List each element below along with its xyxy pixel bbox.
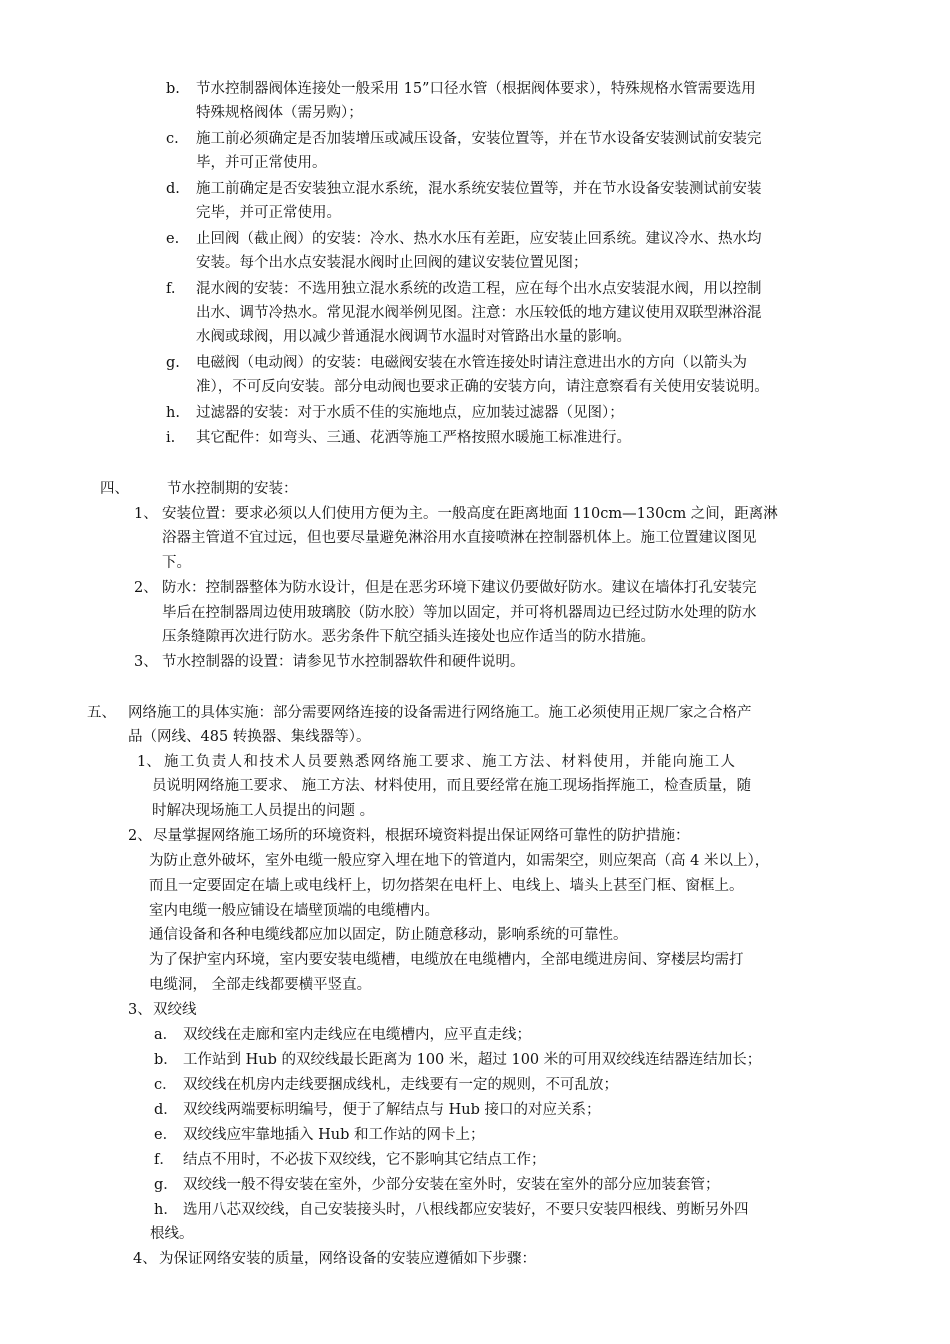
list-item-line: 其它配件：如弯头、三通、花洒等施工严格按照水暖施工标准进行。 [196, 430, 631, 446]
list-marker: g. [166, 355, 180, 371]
list-item-line: 浴器主管道不宜过远，但也要尽量避免淋浴用水直接喷淋在控制器机体上。施工位置建议图见 [162, 530, 757, 546]
list-marker: b. [166, 81, 180, 97]
list-item-line: 双绞线在走廊和室内走线应在电缆槽内，应平直走线； [183, 1027, 531, 1043]
list-item-line: 节水控制器的设置：请参见节水控制器软件和硬件说明。 [162, 654, 525, 670]
list-item-line: 双绞线应牢靠地插入 Hub 和工作站的网卡上； [183, 1127, 485, 1143]
list-item-line: 选用八芯双绞线，自己安装接头时，八根线都应安装好，不要只安装四根线、剪断另外四 [183, 1202, 749, 1218]
list-item-line: 双绞线一般不得安装在室外，少部分安装在室外时，安装在室外的部分应加装套管； [183, 1177, 720, 1193]
list-item-line: 混水阀的安装：不选用独立混水系统的改造工程，应在每个出水点安装混水阀，用以控制 [196, 281, 762, 297]
list-item-line: 出水、调节冷热水。常见混水阀举例见图。注意：水压较低的地方建议使用双联型淋浴混 [196, 305, 762, 321]
list-marker: 2、 [134, 580, 158, 596]
list-item-line: 安装。每个出水点安装混水阀时止回阀的建议安装位置见图； [196, 255, 588, 271]
section-number: 四、 [100, 481, 129, 497]
list-item-line: 防水：控制器整体为防水设计，但是在恶劣环境下建议仍要做好防水。建议在墙体打孔安装完 [162, 580, 757, 596]
list-item-line: 完毕，并可正常使用。 [196, 205, 341, 221]
list-marker: e． [154, 1127, 178, 1143]
section-title: 节水控制期的安装： [167, 481, 298, 497]
body-line: 为了保护室内环境，室内要安装电缆槽，电缆放在电缆槽内，全部电缆进房间、穿楼层均需打 [149, 952, 744, 968]
list-marker: g． [154, 1177, 178, 1193]
list-item-line: 节水控制器阀体连接处一般采用 15”口径水管（根据阀体要求），特殊规格水管需要选用 [196, 81, 756, 97]
list-marker: c． [154, 1077, 177, 1093]
list-item-line: 双绞线两端要标明编号，便于了解结点与 Hub 接口的对应关系； [183, 1102, 601, 1118]
list-item-line: 过滤器的安装：对于水质不佳的实施地点，应加装过滤器（见图）； [196, 405, 624, 421]
list-item-line: 结点不用时，不必拔下双绞线，它不影响其它结点工作； [183, 1152, 546, 1168]
body-line: 室内电缆一般应铺设在墙壁顶端的电缆槽内。 [149, 903, 439, 919]
list-item-line: 止回阀（截止阀）的安装：冷水、热水水压有差距，应安装止回系统。建议冷水、热水均 [196, 231, 762, 247]
list-item-line: 尽量掌握网络施工场所的环境资料，根据环境资料提出保证网络可靠性的防护措施： [153, 828, 690, 844]
list-item-line: 压条缝隙再次进行防水。恶劣条件下航空插头连接处也应作适当的防水措施。 [162, 629, 655, 645]
list-marker: h． [154, 1202, 178, 1218]
body-line: 通信设备和各种电缆线都应加以固定，防止随意移动，影响系统的可靠性。 [149, 927, 628, 943]
list-marker: f． [154, 1152, 174, 1168]
list-marker: 2、 [128, 828, 152, 844]
list-item-line: 施工前确定是否安装独立混水系统，混水系统安装位置等，并在节水设备安装测试前安装 [196, 181, 762, 197]
list-item-line: 为保证网络安装的质量，网络设备的安装应遵循如下步骤： [159, 1251, 536, 1267]
list-item-line: 时解决现场施工人员提出的问题 。 [152, 803, 375, 819]
section-intro-line: 网络施工的具体实施：部分需要网络连接的设备需进行网络施工。施工必须使用正规厂家之合格产 [128, 705, 752, 721]
list-marker: 3、 [128, 1002, 152, 1018]
list-marker: c. [166, 131, 179, 147]
list-item-line: 施工前必须确定是否加装增压或减压设备，安装位置等，并在节水设备安装测试前安装完 [196, 131, 762, 147]
section-intro-line: 品（网线、485 转换器、集线器等）。 [128, 729, 371, 745]
list-item-line: 电磁阀（电动阀）的安装：电磁阀安装在水管连接处时请注意进出水的方向（以箭头为 [196, 355, 747, 371]
list-marker: 3、 [134, 654, 158, 670]
list-item-line: 下。 [162, 555, 191, 571]
section-number: 五、 [87, 705, 116, 721]
list-marker: h. [166, 405, 180, 421]
body-line: 为防止意外破坏，室外电缆一般应穿入埋在地下的管道内，如需架空，则应架高（高 4 米以上）， [149, 853, 770, 869]
list-marker: b． [154, 1052, 178, 1068]
list-item-title: 双绞线 [153, 1002, 197, 1018]
list-marker: d. [166, 181, 180, 197]
list-marker: d． [154, 1102, 178, 1118]
body-line: 电缆洞， 全部走线都要横平竖直。 [149, 977, 372, 993]
body-line: 而且一定要固定在墙上或电线杆上，切勿搭架在电杆上、电线上、墙头上甚至门框、窗框上。 [149, 878, 744, 894]
list-marker: a． [154, 1027, 178, 1043]
list-marker: 4、 [133, 1251, 157, 1267]
list-item-line: 工作站到 Hub 的双绞线最长距离为 100 米，超过 100 米的可用双绞线连结器连结加长； [183, 1052, 762, 1068]
list-marker: 1、 [137, 754, 161, 770]
list-item-line: 根线。 [150, 1226, 194, 1242]
list-item-line: 准），不可反向安装。部分电动阀也要求正确的安装方向，请注意察看有关使用安装说明。 [196, 379, 769, 395]
list-item-line: 员说明网络施工要求、 施工方法、材料使用，而且要经常在施工现场指挥施工，检查质量，随 [152, 778, 752, 794]
list-marker: i. [166, 430, 176, 446]
list-marker: f. [166, 281, 176, 297]
list-item-line: 水阀或球阀，用以减少普通混水阀调节水温时对管路出水量的影响。 [196, 329, 631, 345]
list-item-line: 双绞线在机房内走线要捆成线札，走线要有一定的规则，不可乱放； [183, 1077, 618, 1093]
list-item-line: 施工负责人和技术人员要熟悉网络施工要求、施工方法、材料使用，并能向施工人 [164, 754, 737, 770]
list-item-line: 特殊规格阀体（需另购）； [196, 105, 363, 121]
list-item-line: 毕后在控制器周边使用玻璃胶（防水胶）等加以固定，并可将机器周边已经过防水处理的防水 [162, 605, 757, 621]
list-item-line: 毕，并可正常使用。 [196, 155, 327, 171]
list-marker: e. [166, 231, 180, 247]
list-item-line: 安装位置：要求必须以人们使用方便为主。一般高度在距离地面 110cm—130cm 之间，距离淋 [162, 506, 778, 522]
list-marker: 1、 [134, 506, 158, 522]
